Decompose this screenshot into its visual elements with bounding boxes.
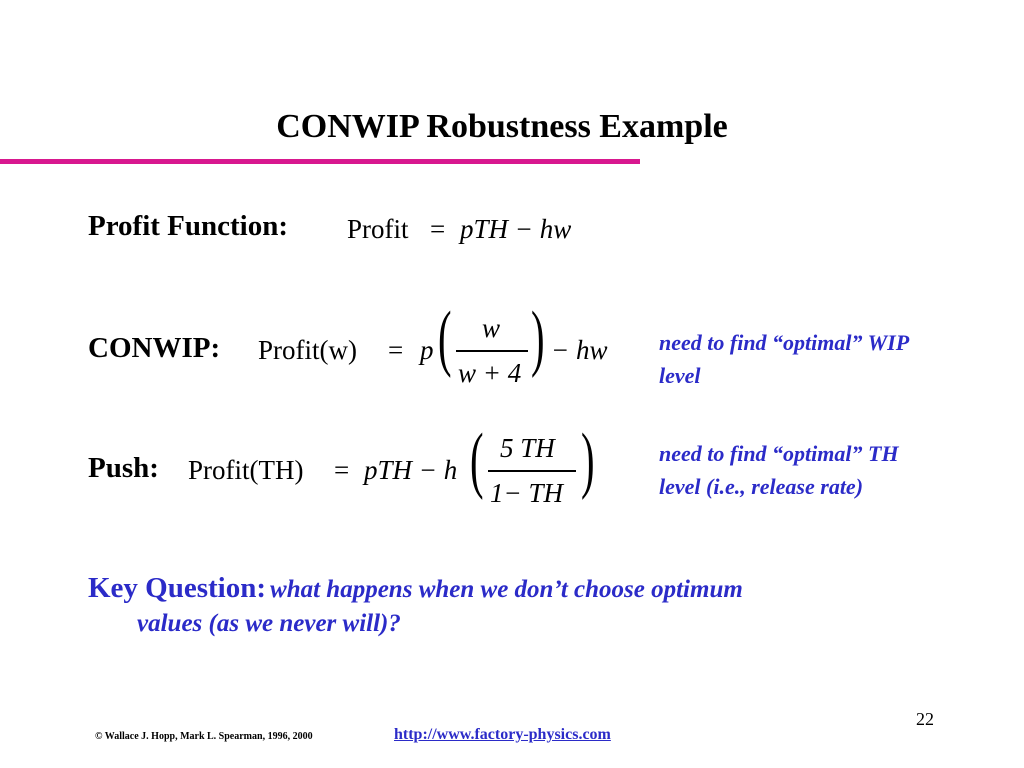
conwip-fraction-bar xyxy=(456,350,528,352)
key-question-text-line2: values (as we never will)? xyxy=(137,610,401,637)
profit-function-rhs: pTH − hw xyxy=(460,214,572,244)
conwip-denominator: w + 4 xyxy=(458,358,522,388)
page-number: 22 xyxy=(916,709,934,729)
push-left-paren-icon: ( xyxy=(470,419,484,501)
conwip-right-paren-icon: ) xyxy=(531,297,545,379)
conwip-lhs: Profit(w) xyxy=(258,335,357,365)
push-denominator: 1− TH xyxy=(490,478,563,508)
footer-link[interactable]: http://www.factory-physics.com xyxy=(394,726,611,743)
conwip-note: need to find “optimal” WIP level xyxy=(659,330,909,388)
conwip-left-paren-icon: ( xyxy=(438,297,452,379)
push-numerator: 5 TH xyxy=(500,433,555,463)
push-right-paren-icon: ) xyxy=(581,419,595,501)
conwip-p: p xyxy=(420,335,434,365)
conwip-equals: = xyxy=(388,335,404,365)
conwip-numerator: w xyxy=(482,313,501,343)
key-question-line1 xyxy=(88,572,743,605)
push-first-term: pTH − h xyxy=(364,455,458,485)
push-label: Push: xyxy=(88,452,159,484)
push-equals: = xyxy=(334,455,350,485)
title-underline xyxy=(0,159,640,164)
slide-title: CONWIP Robustness Example xyxy=(276,108,728,145)
key-question-text-line1: what happens when we don’t choose optimum xyxy=(270,576,743,603)
conwip-minus-term: − hw xyxy=(551,335,608,365)
profit-function-lhs: Profit xyxy=(347,214,409,244)
profit-function-label: Profit Function: xyxy=(88,210,289,242)
footer-copyright: © Wallace J. Hopp, Mark L. Spearman, 1996, 2000 xyxy=(95,731,313,742)
push-fraction-bar xyxy=(488,470,576,472)
push-note: need to find “optimal” TH level (i.e., release rate) xyxy=(659,441,899,499)
profit-function-equals: = xyxy=(430,214,446,244)
push-lhs: Profit(TH) xyxy=(188,455,304,485)
key-question-label: Key Question: xyxy=(88,572,267,604)
conwip-label: CONWIP: xyxy=(88,332,221,364)
